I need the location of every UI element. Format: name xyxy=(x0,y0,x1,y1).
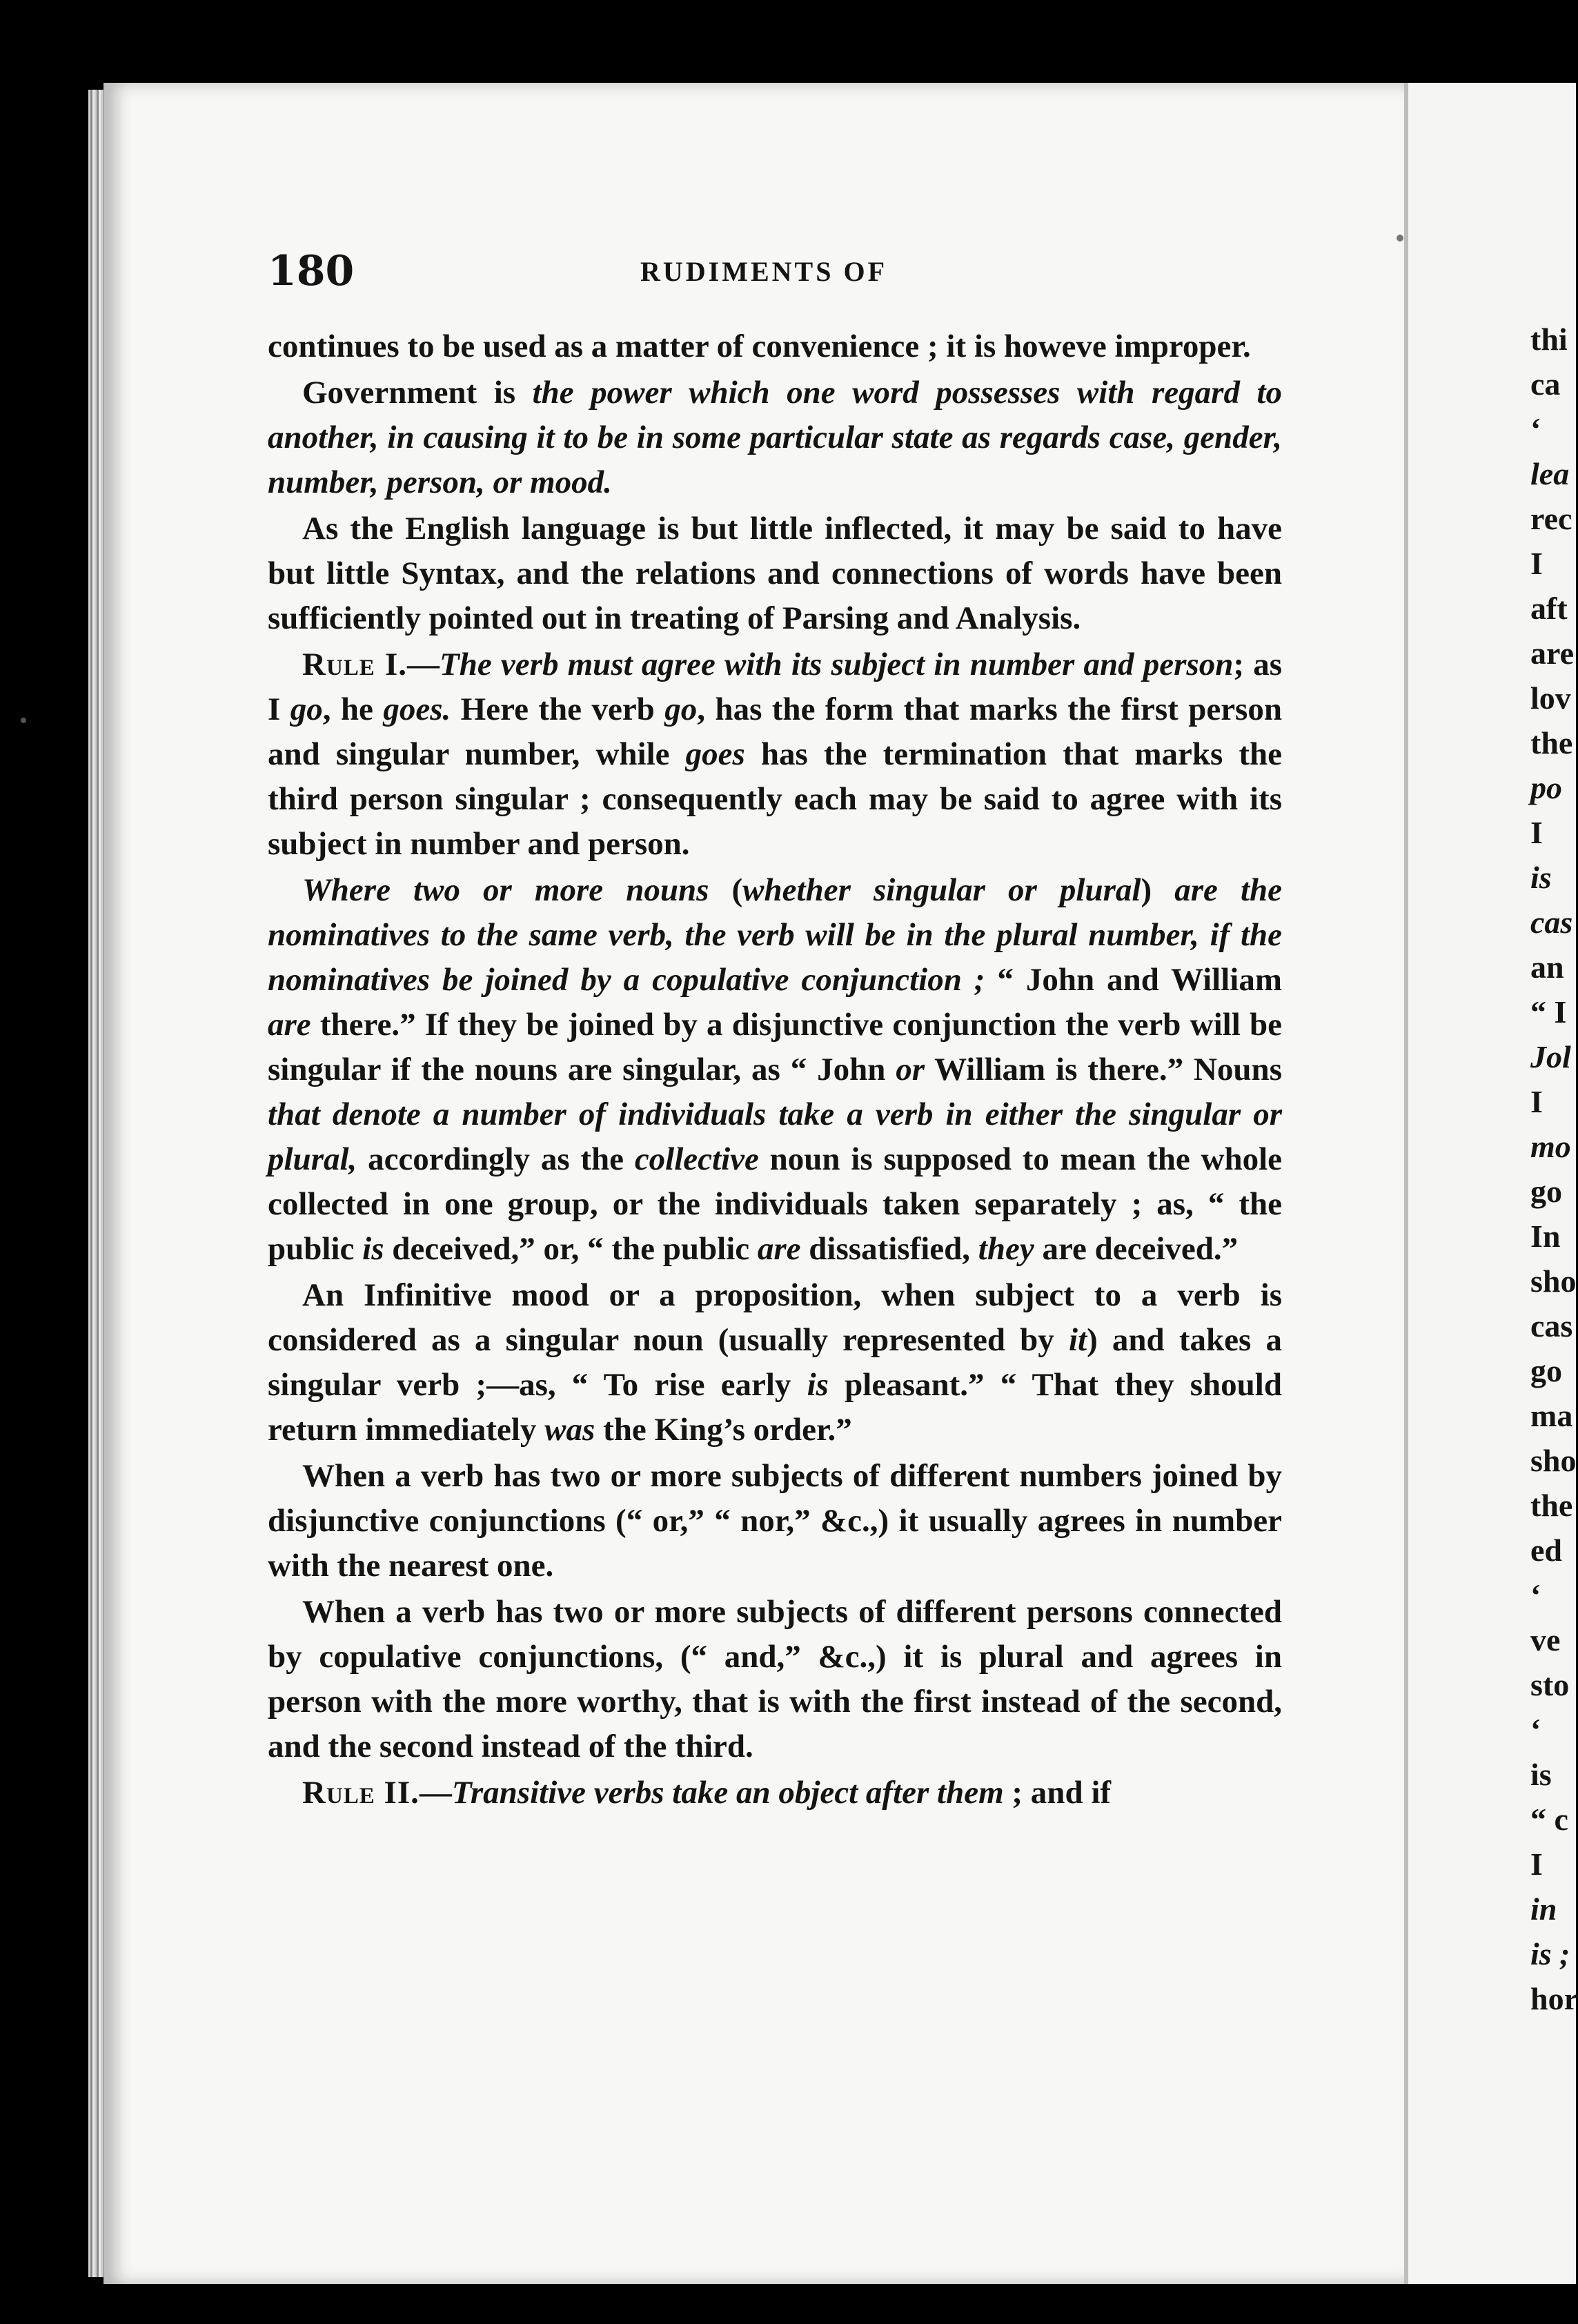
right-page-fragment: sto xyxy=(1530,1667,1570,1702)
text-span: ; as I xyxy=(268,647,1282,727)
right-page-fragment: po xyxy=(1530,770,1562,805)
right-page-fragment: rec xyxy=(1530,501,1572,536)
right-page-fragment: sho xyxy=(1530,1263,1577,1299)
paragraph-rule-1 xyxy=(268,642,1282,867)
right-page-fragment: hor xyxy=(1530,1981,1578,2016)
text-span: ( xyxy=(709,872,743,908)
emphasis: go xyxy=(290,691,323,727)
emphasis: it xyxy=(1068,1322,1087,1358)
right-page-fragment: an xyxy=(1530,949,1564,985)
text-span: dissatisfied, xyxy=(800,1231,978,1267)
emphasis: collective xyxy=(634,1141,759,1177)
right-page-fragment: in xyxy=(1530,1891,1557,1927)
right-page-fragment: ‘ xyxy=(1530,1712,1541,1747)
emphasis: Where two or more nouns xyxy=(302,872,709,908)
text-span: ) xyxy=(1141,872,1175,908)
paragraph-continuation: continues to be used as a matter of convenience ; it is howeve improper. xyxy=(268,328,1251,364)
emphasis: whether singular or plural xyxy=(742,872,1141,908)
text-span: — xyxy=(419,1775,452,1811)
emphasis: go xyxy=(664,691,698,727)
emphasis: goes xyxy=(685,736,745,772)
emphasis: that denote a number of individuals take a verb in either the singular or plural, xyxy=(268,1096,1282,1177)
text-span: has the termination that marks the third person singular ; consequently each may be said to agree with its subject in number and person. xyxy=(268,736,1283,862)
text-span: William is there.” Nouns xyxy=(925,1052,1282,1087)
emphasis: they xyxy=(978,1231,1034,1267)
emphasis: goes. xyxy=(383,691,451,727)
page-mark xyxy=(21,718,26,723)
right-page-fragment: thi xyxy=(1530,322,1568,357)
paragraph-syntax: As the English language is but little inflected, it may be said to have but little Syntax, and the relations and connections of words have been sufficiently pointed out in treating of Parsing and Analysis. xyxy=(268,511,1282,636)
text-span: Government is xyxy=(302,375,533,411)
emphasis: are xyxy=(268,1007,311,1043)
right-page-fragment: ‘ xyxy=(1530,411,1541,446)
body-text xyxy=(268,324,1282,1817)
text-span: noun is supposed to mean the whole collected in one group, or the individuals taken separately ; as, “ the public xyxy=(268,1141,1282,1267)
paragraph-government xyxy=(268,371,1282,505)
right-page-fragment: cas xyxy=(1530,905,1573,940)
right-page-fragment: “ I xyxy=(1530,994,1567,1030)
right-page-fragment: aft xyxy=(1530,591,1568,626)
emphasis: are xyxy=(757,1231,801,1267)
right-page-fragment: mo xyxy=(1530,1129,1571,1164)
right-page-fragment: is xyxy=(1530,860,1552,895)
right-page-fragment: are xyxy=(1530,636,1575,671)
page-mark xyxy=(1397,235,1403,242)
text-span: ) and takes a singular verb ;—as, “ To rise early xyxy=(268,1322,1282,1403)
right-page-fragment: lov xyxy=(1530,680,1571,716)
right-page-fragment: I xyxy=(1530,1847,1543,1882)
right-page-fragment: I xyxy=(1530,815,1543,850)
text-span: An Infinitive mood or a proposition, when subject to a verb is considered as a singular noun (usually represented by xyxy=(268,1277,1282,1358)
paragraph-infinitive xyxy=(268,1273,1282,1452)
right-page-fragment: lea xyxy=(1530,456,1570,491)
right-page-fragment: ‘ xyxy=(1530,1577,1541,1613)
right-page-fragment: the xyxy=(1530,725,1573,760)
right-page-fragment: ve xyxy=(1530,1622,1561,1657)
right-page-fragment: In xyxy=(1530,1219,1561,1254)
right-page-fragment: ca xyxy=(1530,366,1561,402)
rule-label: Rule II. xyxy=(302,1775,420,1811)
header-title: RUDIMENTS OF xyxy=(640,256,888,287)
emphasis: is xyxy=(807,1367,829,1403)
emphasis: was xyxy=(544,1412,595,1448)
paragraph-plural-nominatives xyxy=(268,868,1282,1272)
right-page-fragment: Jol xyxy=(1530,1039,1571,1074)
right-page-fragment: I xyxy=(1530,1084,1543,1119)
right-page-fragment: go xyxy=(1530,1353,1562,1388)
right-page-fragment: go xyxy=(1530,1174,1562,1209)
paragraph-rule-2 xyxy=(268,1771,1282,1815)
text-span: are deceived.” xyxy=(1034,1231,1239,1267)
emphasis: or xyxy=(896,1052,925,1087)
running-header xyxy=(268,247,1289,295)
text-span: there.” If they be joined by a disjunctive conjunction the verb will be singular if the nouns are singular, as “ John xyxy=(268,1007,1282,1087)
text-span: “ John and William xyxy=(985,962,1282,998)
emphasis: are the nominatives to the same verb, the verb will be in the plural number, if the nominatives be joined by a copulative conjunction ; xyxy=(268,872,1283,998)
text-span: — xyxy=(407,647,440,682)
right-page-fragment: sho xyxy=(1530,1443,1577,1478)
right-page-fragment: I xyxy=(1530,546,1543,581)
text-span: the King’s order.” xyxy=(595,1412,852,1448)
text-span: pleasant.” “ That they should return immediately xyxy=(268,1367,1282,1448)
text-span: accordingly as the xyxy=(357,1141,635,1177)
emphasis: is xyxy=(362,1231,384,1267)
paragraph-copulative: When a verb has two or more subjects of different persons connected by copulative conjunctions, (“ and,” &c.,) it is plural and agrees in person with the more worthy, that is with the first instead of the second, and the second instead of the third. xyxy=(268,1594,1282,1764)
right-page-fragment: “ c xyxy=(1530,1802,1568,1837)
right-page-fragment: cas xyxy=(1530,1308,1573,1343)
rule-text: Transitive verbs take an object after them xyxy=(451,1775,1004,1811)
text-span: deceived,” or, “ the public xyxy=(384,1231,758,1267)
right-page-fragment: is xyxy=(1530,1757,1552,1792)
page-number: 180 xyxy=(268,247,355,295)
text-span: , he xyxy=(322,691,384,727)
rule-label: Rule I. xyxy=(302,647,408,682)
text-span: , has the form that marks the first person and singular number, while xyxy=(268,691,1282,772)
text-span: ; and if xyxy=(1003,1775,1112,1811)
right-page-fragment: ed xyxy=(1530,1533,1562,1568)
definition-text: the power which one word possesses with regard to another, in causing it to be in some particular state as regards case, gender, number, person, or mood. xyxy=(268,375,1282,500)
right-page-fragment: ma xyxy=(1530,1398,1573,1433)
paragraph-disjunctive: When a verb has two or more subjects of different numbers joined by disjunctive conjunctions (“ or,” “ nor,” &c.,) it usually agrees in number with the nearest one. xyxy=(268,1458,1282,1584)
text-span: Here the verb xyxy=(451,691,665,727)
right-page-fragment: is ; xyxy=(1530,1936,1570,1971)
right-page-fragment: the xyxy=(1530,1488,1573,1523)
rule-text: The verb must agree with its subject in number and person xyxy=(440,647,1234,682)
